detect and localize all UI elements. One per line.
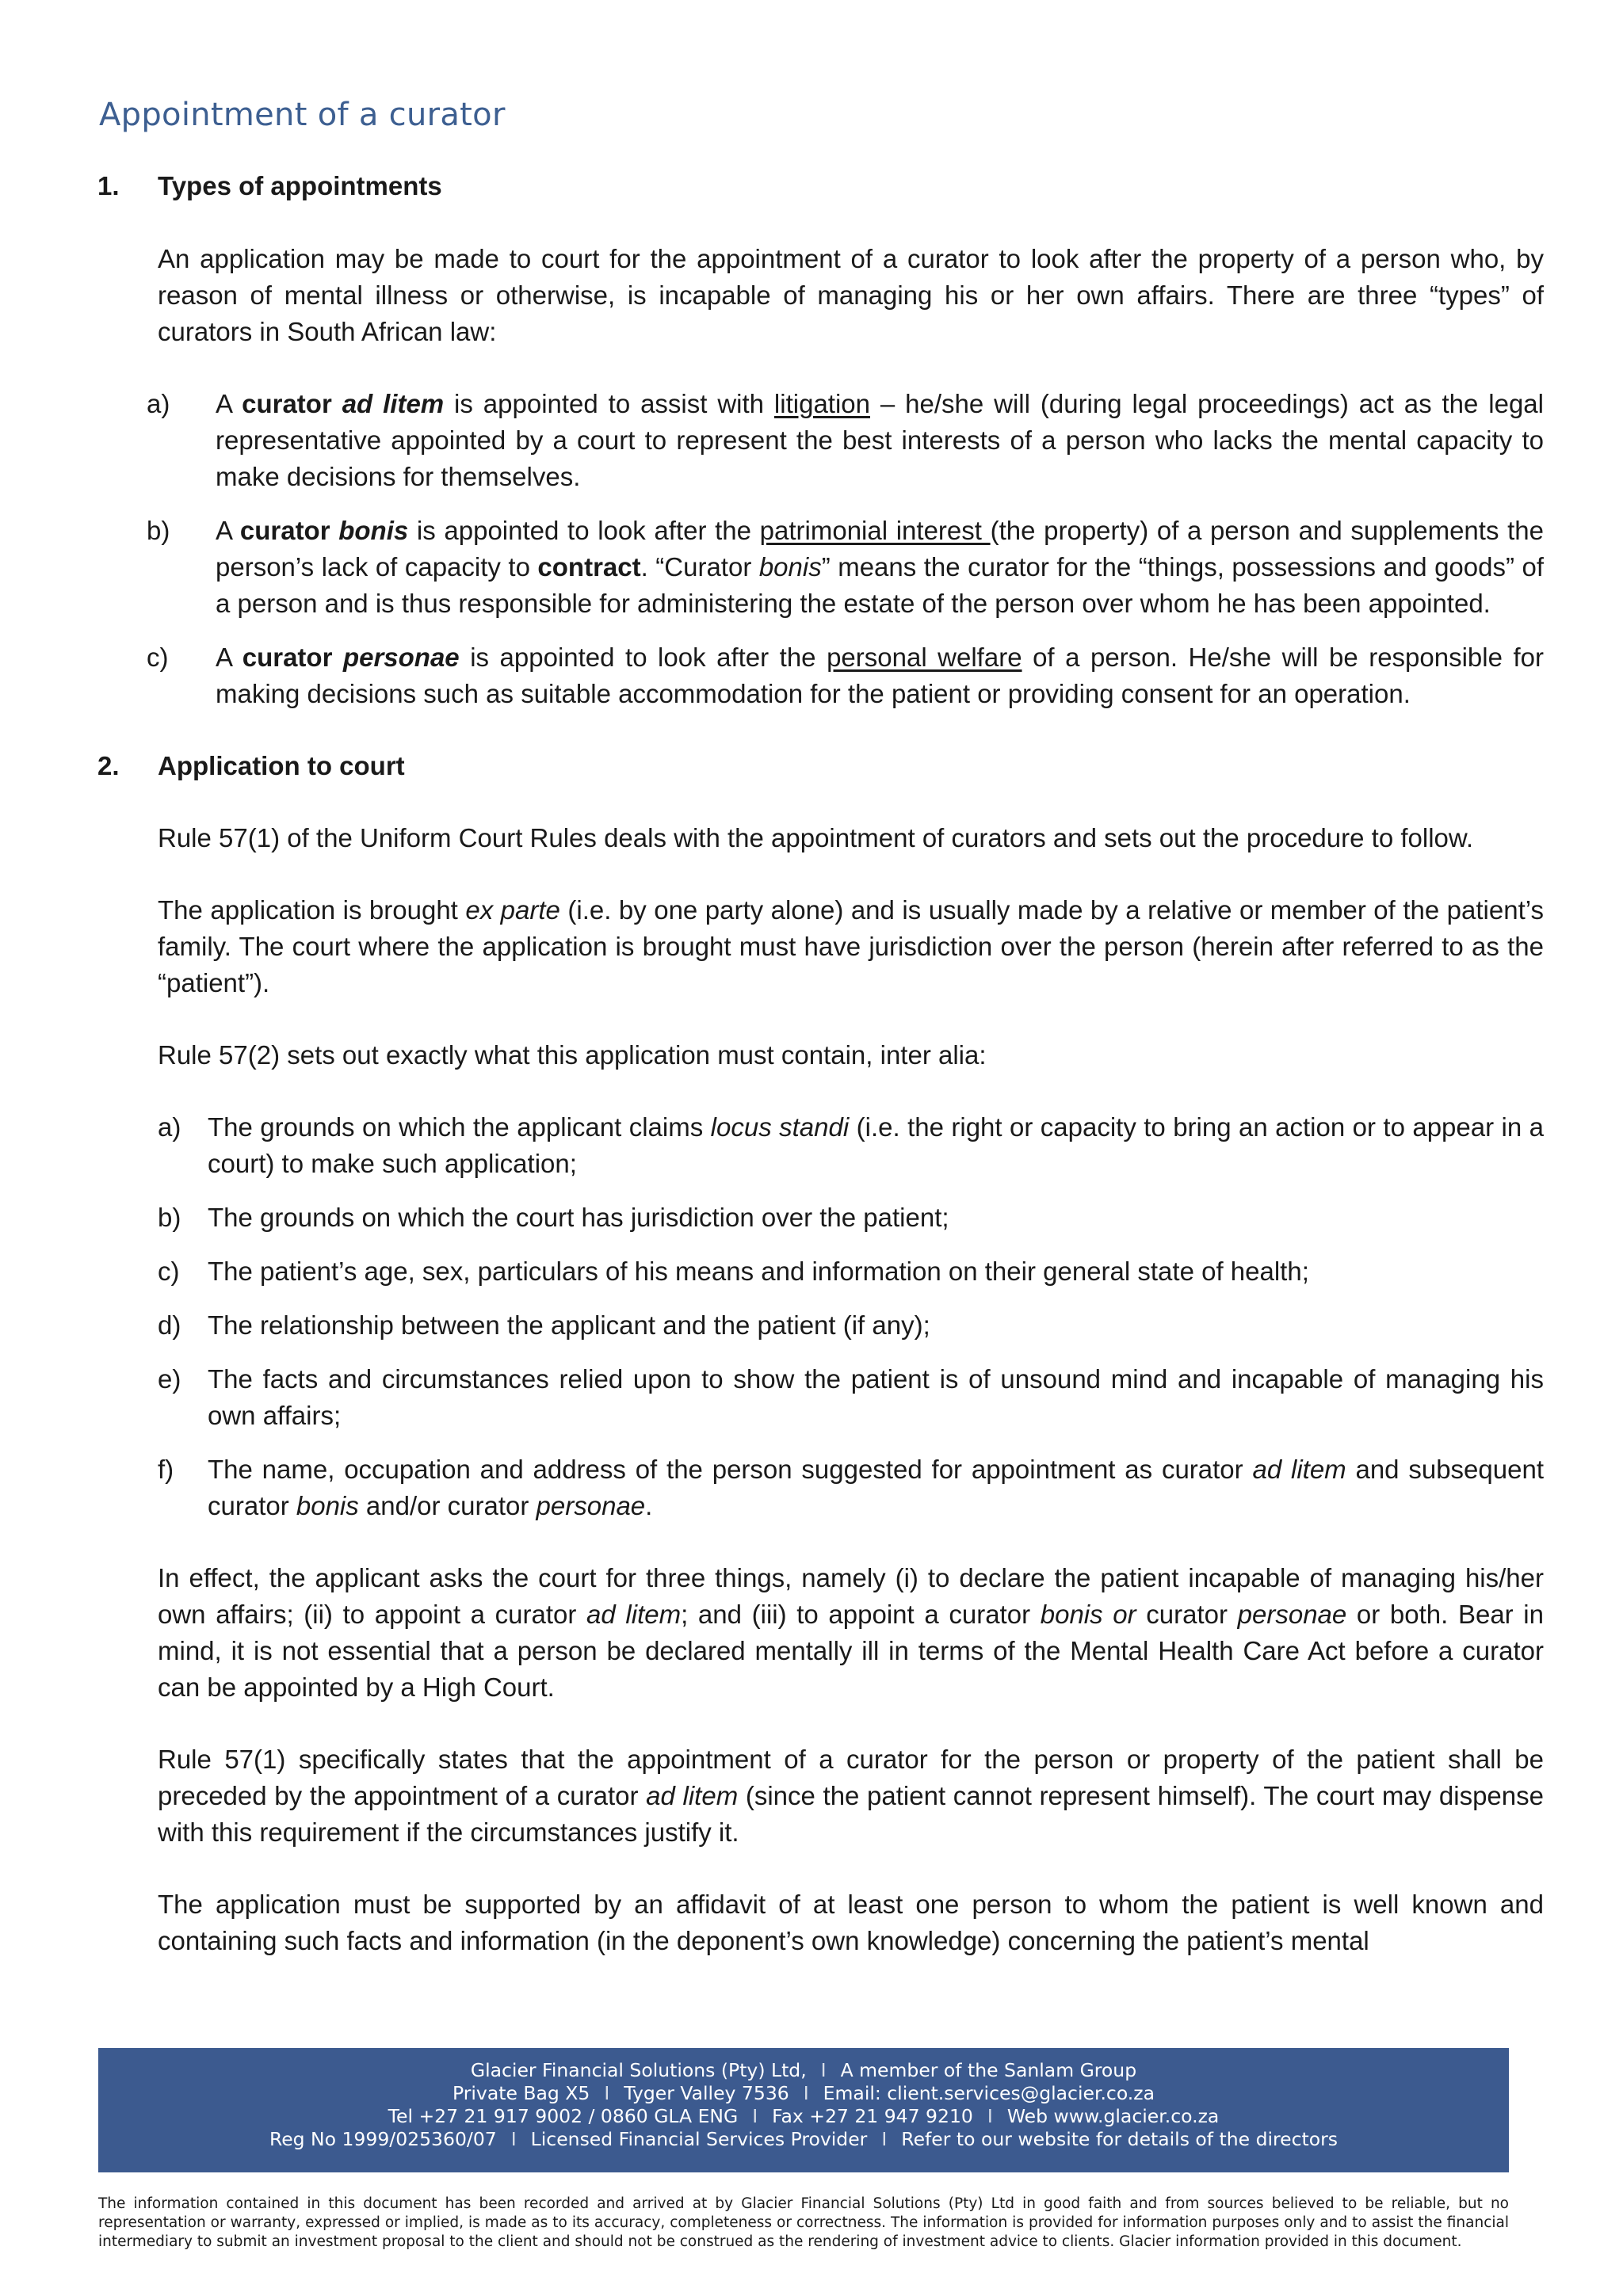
list-item	[97, 1361, 1544, 1434]
paragraph	[97, 1741, 1544, 1851]
text-run: litigation	[773, 389, 870, 418]
text-run: personae	[342, 643, 460, 672]
list-marker: b)	[158, 1203, 181, 1232]
section-title: Application to court	[158, 751, 405, 780]
text-run: A	[216, 389, 242, 418]
footer-text: Private Bag X5	[452, 2082, 590, 2104]
list-marker: c)	[147, 643, 169, 672]
page-title: Appointment of a curator	[99, 97, 506, 133]
text-run: is appointed to look after the	[459, 643, 827, 672]
footer-text: Glacier Financial Solutions (Pty) Ltd,	[470, 2059, 807, 2081]
text-run: . “Curator	[640, 552, 759, 582]
footer-email: Email: client.services@glacier.co.za	[823, 2082, 1155, 2104]
text-run: (i.e. the right or capacity to bring an action or to appear in a court) to make such application;	[208, 1112, 1544, 1178]
paragraph: Rule 57(1) of the Uniform Court Rules deals with the appointment of curators and sets out the procedure to follow.	[158, 823, 1474, 852]
footer-text: Reg No 1999/025360/07	[269, 2128, 497, 2150]
list-marker: d)	[158, 1310, 181, 1340]
application-contents-list	[97, 1109, 1544, 1524]
text-run: of a person. He/she will be responsible for making decisions such as suitable accommodation for the patient or providing consent for an operation.	[216, 643, 1544, 708]
curator-types-list	[97, 386, 1544, 712]
text-run: and subsequent curator	[208, 1455, 1544, 1520]
list-marker: c)	[158, 1257, 180, 1286]
paragraph: The application must be supported by an affidavit of at least one person to whom the patient is well known and containing such facts and information (in the deponent’s own knowledge) concerning the patient’s mental	[158, 1890, 1544, 1955]
text-run: The patient’s age, sex, particulars of his means and information on their general state of health;	[208, 1257, 1309, 1286]
text-run: curator	[1136, 1600, 1238, 1629]
text-run: ad litem	[1252, 1455, 1346, 1484]
text-run: is appointed to assist with	[444, 389, 774, 418]
footer-line	[98, 2082, 1509, 2105]
list-item	[97, 639, 1544, 712]
list-item	[97, 1253, 1544, 1290]
list-marker: e)	[158, 1364, 181, 1394]
list-marker: b)	[147, 516, 170, 545]
text-run: bonis or	[1040, 1600, 1136, 1629]
document-body	[97, 168, 1544, 1959]
text-run: curator	[242, 643, 343, 672]
footer-line	[98, 2128, 1509, 2151]
text-run: Rule 57(1) specifically states that the appointment of a curator for the person or property of the patient shall be preceded by the appointment of a curator	[158, 1745, 1544, 1810]
section-number: 2.	[97, 751, 120, 780]
text-run: (since the patient cannot represent himself). The court may dispense with this requirement if the circumstances justify it.	[158, 1781, 1544, 1847]
footer-banner	[98, 2048, 1509, 2172]
list-item	[97, 1307, 1544, 1344]
list-marker: a)	[147, 389, 170, 418]
section-heading-application	[97, 748, 1544, 784]
footer-separator: I	[510, 2128, 517, 2150]
text-run: patrimonial interest	[759, 516, 991, 545]
text-run: or both. Bear in mind, it is not essential that a person be declared mentally ill in terms of the Mental Health Care Act before a curator can be appointed by a High Court.	[158, 1600, 1544, 1702]
paragraph	[97, 892, 1544, 1001]
list-item	[97, 513, 1544, 622]
text-run: (i.e. by one party alone) and is usually made by a relative or member of the patient’s family. The court where the application is brought must have jurisdiction over the person (herein after referred to as the “patient”).	[158, 895, 1544, 997]
text-run: ad litem	[586, 1600, 682, 1629]
footer-text: A member of the Sanlam Group	[840, 2059, 1137, 2081]
footer-text: Licensed Financial Services Provider	[530, 2128, 868, 2150]
text-run: personae	[536, 1491, 646, 1520]
list-item	[97, 1109, 1544, 1182]
text-run: and/or curator	[358, 1491, 537, 1520]
footer-line	[98, 2105, 1509, 2128]
text-run: curator	[242, 389, 342, 418]
footer-text: Fax +27 21 947 9210	[772, 2105, 973, 2127]
text-run: The facts and circumstances relied upon to show the patient is of unsound mind and incapable of managing his own affairs;	[208, 1364, 1544, 1430]
text-run: ex parte	[465, 895, 560, 925]
text-run: The application is brought	[158, 895, 466, 925]
list-item	[97, 1199, 1544, 1236]
footer-separator: I	[752, 2105, 758, 2127]
footer-separator: I	[820, 2059, 827, 2081]
text-run: The name, occupation and address of the person suggested for appointment as curator	[208, 1455, 1253, 1484]
text-run: bonis	[296, 1491, 359, 1520]
text-run: – he/she will (during legal proceedings) act as the legal representative appointed by a court to represent the best interests of a person who lacks the mental capacity to make decisions for themselves.	[216, 389, 1544, 491]
footer-separator: I	[881, 2128, 888, 2150]
list-marker: a)	[158, 1112, 181, 1142]
section-heading-types	[97, 168, 1544, 204]
text-run: contract	[537, 552, 641, 582]
text-run: ad litem	[342, 389, 445, 418]
text-run: The grounds on which the court has jurisdiction over the patient;	[208, 1203, 949, 1232]
text-run: ad litem	[646, 1781, 739, 1810]
footer-text: Tel +27 21 917 9002 / 0860 GLA ENG	[388, 2105, 739, 2127]
footer-separator: I	[987, 2105, 993, 2127]
text-run: bonis	[758, 552, 822, 582]
text-run: personal welfare	[827, 643, 1022, 672]
text-run: personae	[1237, 1600, 1347, 1629]
footer-separator: I	[604, 2082, 610, 2104]
footer-web: Web www.glacier.co.za	[1006, 2105, 1220, 2127]
text-run: locus standi	[710, 1112, 850, 1142]
section-number: 1.	[97, 171, 120, 200]
paragraph: Rule 57(2) sets out exactly what this application must contain, inter alia:	[158, 1040, 987, 1070]
section-title: Types of appointments	[158, 171, 442, 200]
list-marker: f)	[158, 1455, 174, 1484]
text-run: The grounds on which the applicant claims	[208, 1112, 711, 1142]
text-run: ” means the curator for the “things, possessions and goods” of a person and is thus responsible for administering the estate of the person over whom he has been appointed.	[216, 552, 1545, 618]
footer-text: Refer to our website for details of the directors	[901, 2128, 1338, 2150]
text-run: bonis	[338, 516, 409, 545]
text-run: In effect, the applicant asks the court for three things, namely (i) to declare the patient incapable of managing his/her own affairs; (ii) to appoint a curator	[158, 1563, 1544, 1629]
list-item	[97, 1451, 1544, 1524]
paragraph: An application may be made to court for the appointment of a curator to look after the property of a person who, by reason of mental illness or otherwise, is incapable of managing his or her own affairs. There are three “types” of curators in South African law:	[158, 244, 1544, 346]
footer-line	[98, 2059, 1509, 2082]
text-run: curator	[239, 516, 339, 545]
footer-text: Tyger Valley 7536	[624, 2082, 789, 2104]
footer-separator: I	[803, 2082, 809, 2104]
text-run: The relationship between the applicant and the patient (if any);	[208, 1310, 930, 1340]
disclaimer: The information contained in this document has been recorded and arrived at by Glacier Financial Solutions (Pty) Ltd in good faith and from sources believed to be reliable, but no representation or warranty, expressed or implied, is made as to its accuracy, completeness or correctness. The information is provided for information purposes only and to assist the financial intermediary to submit an investment proposal to the client and should not be construed as the rendering of investment advice to clients. Glacier information provided in this document.	[98, 2195, 1509, 2250]
text-run: A	[216, 516, 240, 545]
text-run: .	[645, 1491, 653, 1520]
list-item	[97, 386, 1544, 495]
paragraph	[97, 1560, 1544, 1706]
text-run: (the property) of a person and supplements the person’s lack of capacity to	[216, 516, 1544, 582]
text-run: is appointed to look after the	[408, 516, 760, 545]
text-run: ; and (iii) to appoint a curator	[681, 1600, 1041, 1629]
text-run: A	[216, 643, 242, 672]
